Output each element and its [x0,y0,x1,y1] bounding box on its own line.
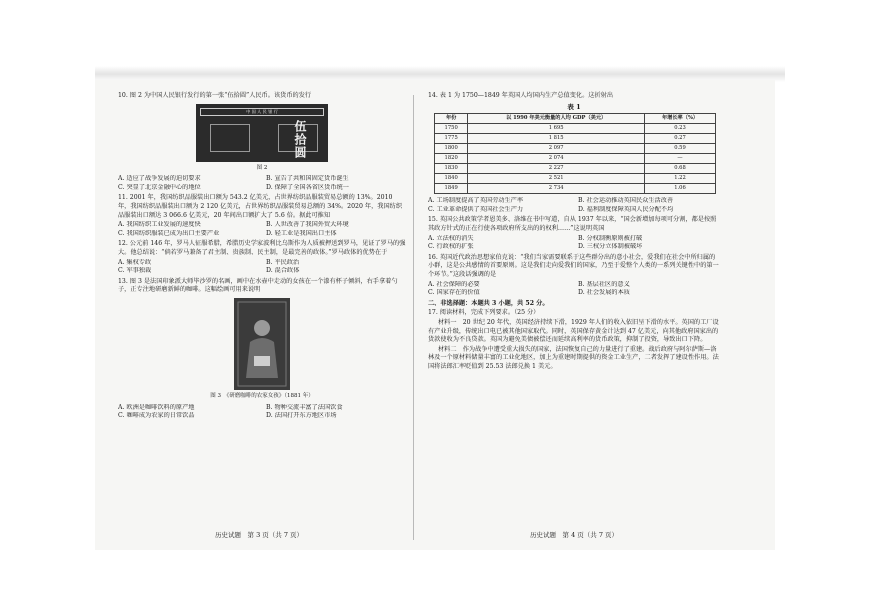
q12-options [118,259,406,276]
q14-stem: 14. 表 1 为 1750—1849 年英国人均国内生产总值变化。这折射出 [428,92,614,99]
table-cell: 0.68 [644,164,715,174]
table-cell: 1.22 [644,174,715,184]
right-page-footer: 历史试题 第 4 页（共 7 页） [530,531,619,539]
q16-stem: 16. 英国近代政治思想家伯克说：“我们当家需要联系于这些群分出的意小社会，爱我们在社会中所归属的小群，这是公共感情的首要原则。这是我们走向爱我们的国家，乃至于爱整个人类的一系列关键性中的第一个环节。”这段话强调的是 [428,253,719,278]
table-row [435,164,716,174]
page-fold-divider [413,95,414,540]
q10-option-a: A. 适应了战争发展的迫切要求 [118,175,201,183]
table-row [435,184,716,194]
banknote-bank-name: 中 国 人 民 银 行 [200,108,324,116]
q10-options [118,175,406,192]
table-cell: 1800 [435,144,468,154]
q11-option-b: B. 人世改善了我国外贸大环境 [266,221,349,229]
table-cell: 1830 [435,164,468,174]
q16-option-b: B. 基层社区的意义 [578,280,630,288]
q13-option-a: A. 欧洲是咖啡饮料的原产地 [118,403,195,411]
table-cell: 0.23 [644,124,715,134]
q12-option-b: B. 平民政治 [266,258,300,266]
table-header-row [435,114,716,124]
q16-option-d: D. 社会发展的本质 [578,289,630,297]
table-row [435,144,716,154]
q15-option-c: C. 行政权的扩张 [428,243,474,251]
q10-option-b: B. 宣告了共和国固定货币诞生 [266,175,349,183]
table-cell: 1 815 [468,134,645,144]
right-page [428,92,720,372]
table-cell: 1849 [435,184,468,194]
table-cell: 1775 [435,134,468,144]
q10-option-c: C. 突显了北京金融中心的地位 [118,183,201,191]
q15-stem: 15. 英国公共政策学者恩美多、洛维在书中写道，自从 1937 年以来，“国会新增加每项可分割，都是按照其政方针式的正在行使各项政府所支出的的权利……”这说明英国 [428,216,717,232]
q17-stem: 17. 阅读材料，完成下列要求。（25 分） [428,309,540,317]
table-header-growth: 年增长率（%） [644,114,715,124]
banknote-left-vignette [210,124,250,152]
table-row [435,174,716,184]
q11-option-a: A. 我国纺织工业发展的速度快 [118,221,201,229]
q15-option-b: B. 分权制衡原则被打破 [578,234,643,242]
q15-option-a: A. 立法权的消失 [428,234,474,242]
q17-material-1: 材料一 20 世纪 20 年代，英国经济持续下滑，1929 年人们的收入依旧呈下滑的水平。英国的工厂设有产业升级，传统出口电已被其他国家取代。同时，英国保存黄金计达到 47 亿美元，向其他政府国家出的货款使收为不良贷款。英国为避免美债被偿还而延续高利率的货币政策，抑制了投资，导致出口下降。 [428,318,719,344]
gdp-table [434,113,716,194]
q13-option-c: C. 咖啡成为农家的日常饮品 [118,412,195,420]
table-cell: 2 097 [468,144,645,154]
q16-option-c: C. 国家存在的价值 [428,289,480,297]
table-cell: 1 695 [468,124,645,134]
table-cell: — [644,154,715,164]
q15-option-d: D. 三权分立体制被破坏 [578,243,643,251]
q10-option-d: D. 保障了全国各省区货币统一 [266,183,349,191]
q14-option-a: A. 工场制度提高了英国劳动生产率 [428,197,524,205]
q13-option-d: D. 法国打开东方地区市场 [266,412,337,420]
q13-stem: 13. 图 3 是法国印象派大师毕沙罗的名画，画中在水壶中走动的女孩在一个漆有杯子倾斜，右手拿着勺子，正专注地研磨新鲜的咖啡。这幅绘画可用来说明 [118,277,398,294]
table-cell: 1750 [435,124,468,134]
q12-stem: 12. 公元前 146 年，罗马人征服希腊，希腊历史学家波利比乌斯作为人质被押送到罗马，见证了罗马的强大。他总结说：“倘若罗马兼备了君主制、贵族制、民主制，是最完善的政体。”罗马政体的优势在于 [118,240,406,256]
left-page [118,92,406,423]
table-cell: 2 227 [468,164,645,174]
table-cell: 1.06 [644,184,715,194]
table-header-gdp: 以 1990 年美元衡量的人均 GDP（美元） [468,114,645,124]
figure-3-caption: 图 3 《研磨咖啡的农家女孩》（1881 年） [210,392,314,399]
table-1-title: 表 1 [567,102,581,111]
q15-options [428,235,720,252]
section-2-heading: 二、非选择题：本题共 3 小题，共 52 分。 [428,299,549,307]
q17-material-2: 材料二 作为战争中遭受重大损失的国家，法国恢复自己的力量进行了重建。战后政府与阿尔萨斯—洛林及一个原材料储量丰富的工业化地区，加上为重建时期提供的资金工业生产，二者发挥了建设性作用。法国将法郎汇率贬值到 25.53 法郎兑换 1 美元。 [428,345,719,370]
q11-option-d: D. 轻工业是我国出口主体 [266,229,337,237]
table-header-year: 年份 [435,114,468,124]
q14-option-c: C. 工业革命提供了英国社会生产力 [428,205,524,213]
q12-option-d: D. 混合政体 [266,267,300,275]
banknote-figure [196,104,328,162]
q11-option-c: C. 我国纺织服装已成为出口主要产业 [118,229,220,237]
table-row [435,154,716,164]
table-cell: 2 521 [468,174,645,184]
q14-option-b: B. 社会运动推动英国民众生活改善 [578,197,674,205]
q13-option-b: B. 物种交流丰富了法国饮食 [266,403,343,411]
table-row [435,134,716,144]
table-cell: 0.59 [644,144,715,154]
banknote-denomination: 伍拾圆 [293,119,307,159]
table-cell: 2 734 [468,184,645,194]
table-cell: 2 074 [468,154,645,164]
q14-options [428,197,720,214]
table-row [435,124,716,134]
table-cell: 0.27 [644,134,715,144]
q13-options [118,404,406,421]
q16-option-a: A. 社会保障的必要 [428,280,480,288]
q12-option-a: A. 集权专政 [118,258,152,266]
left-page-footer: 历史试题 第 3 页（共 7 页） [215,531,304,539]
table-cell: 1820 [435,154,468,164]
q16-options [428,281,720,298]
painting-figure [234,298,290,390]
q14-option-d: D. 福利制度保障英国人民分配不均 [578,205,674,213]
q11-options [118,221,406,238]
q11-stem: 11. 2001 年，我国纺织品服装出口额为 543.2 亿美元，占世界纺织品服装贸易总额的 13%。2010 年，我国纺织品服装出口额为 2 120 亿美元，占世界纺织品服装贸易总额的 34%。2020 年，我国纺织品服装出口额达 3 066.6 亿美元，20 年间出口额扩大了 5.6 倍。据此可推知 [118,194,403,219]
q12-option-c: C. 军事独裁 [118,267,152,275]
painting-girl-illustration [234,298,290,390]
figure-2-caption: 图 2 [256,164,268,171]
table-cell: 1840 [435,174,468,184]
q10-stem: 10. 图 2 为中国人民银行发行的第一张“伍拾圆”人民币。该货币的发行 [118,92,312,99]
